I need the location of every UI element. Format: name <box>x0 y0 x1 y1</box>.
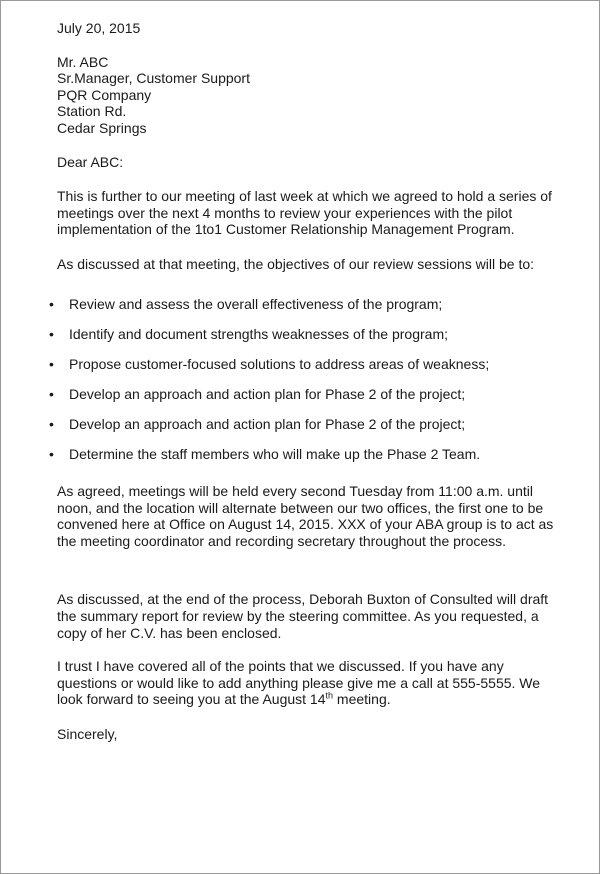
bullet-icon: • <box>49 355 54 372</box>
list-item <box>49 446 557 463</box>
objective-text: Propose customer-focused solutions to address areas of weakness; <box>69 355 490 372</box>
recipient-name: Mr. ABC <box>57 53 109 70</box>
list-item <box>49 386 557 403</box>
list-item <box>49 326 557 343</box>
closing-signoff: Sincerely, <box>57 726 118 742</box>
recipient-address <box>57 54 557 137</box>
objectives-list <box>49 296 557 464</box>
recipient-city: Cedar Springs <box>57 119 147 136</box>
closing-remarks-text: I trust I have covered all of the points that we discussed. If you have any questions or would like to add anything please give me a call at 555-5555. We look forward to seeing you at the August 14 <box>57 658 541 708</box>
paragraph-summary-report: As discussed, at the end of the process, Deborah Buxton of Consulted will draft the summary report for review by the steering committee. As you requested, a copy of her C.V. has been enclosed. <box>57 591 549 641</box>
paragraph-intro: This is further to our meeting of last week at which we agreed to hold a series of meetings over the next 4 months to review your experiences with the pilot implementation of the 1to1 Customer Relationship Management Program. <box>57 188 552 238</box>
bullet-icon: • <box>49 416 54 433</box>
objective-text: Identify and document strengths weaknesses of the program; <box>69 325 448 342</box>
bullet-icon: • <box>49 325 54 342</box>
list-item <box>49 416 557 433</box>
bullet-icon: • <box>49 386 54 403</box>
recipient-street: Station Rd. <box>57 103 127 120</box>
list-item <box>49 296 557 313</box>
objective-text: Develop an approach and action plan for Phase 2 of the project; <box>69 386 466 403</box>
objective-text: Review and assess the overall effectiveness of the program; <box>69 295 443 312</box>
paragraph-closing-remarks <box>57 658 557 708</box>
bullet-icon: • <box>49 295 54 312</box>
letter-date: July 20, 2015 <box>57 20 141 36</box>
salutation: Dear ABC: <box>57 153 124 170</box>
objective-text: Determine the staff members who will make up the Phase 2 Team. <box>69 446 481 463</box>
ordinal-suffix: th <box>325 690 334 701</box>
letter-body <box>49 20 557 743</box>
bullet-icon: • <box>49 446 54 463</box>
list-item <box>49 356 557 373</box>
objective-text: Develop an approach and action plan for Phase 2 of the project; <box>69 416 466 433</box>
paragraph-meetings: As agreed, meetings will be held every second Tuesday from 11:00 a.m. until noon, and the location will alternate between our two offices, the first one to be convened here at Office on August 14, 2015. XXX of your ABA group is to act as the meeting coordinator and recording secretary throughout the process. <box>57 483 554 549</box>
closing-remarks-end: meeting. <box>333 691 391 708</box>
recipient-title: Sr.Manager, Customer Support <box>57 70 250 87</box>
paragraph-objectives-intro: As discussed at that meeting, the objectives of our review sessions will be to: <box>57 255 535 272</box>
recipient-company: PQR Company <box>57 86 152 103</box>
